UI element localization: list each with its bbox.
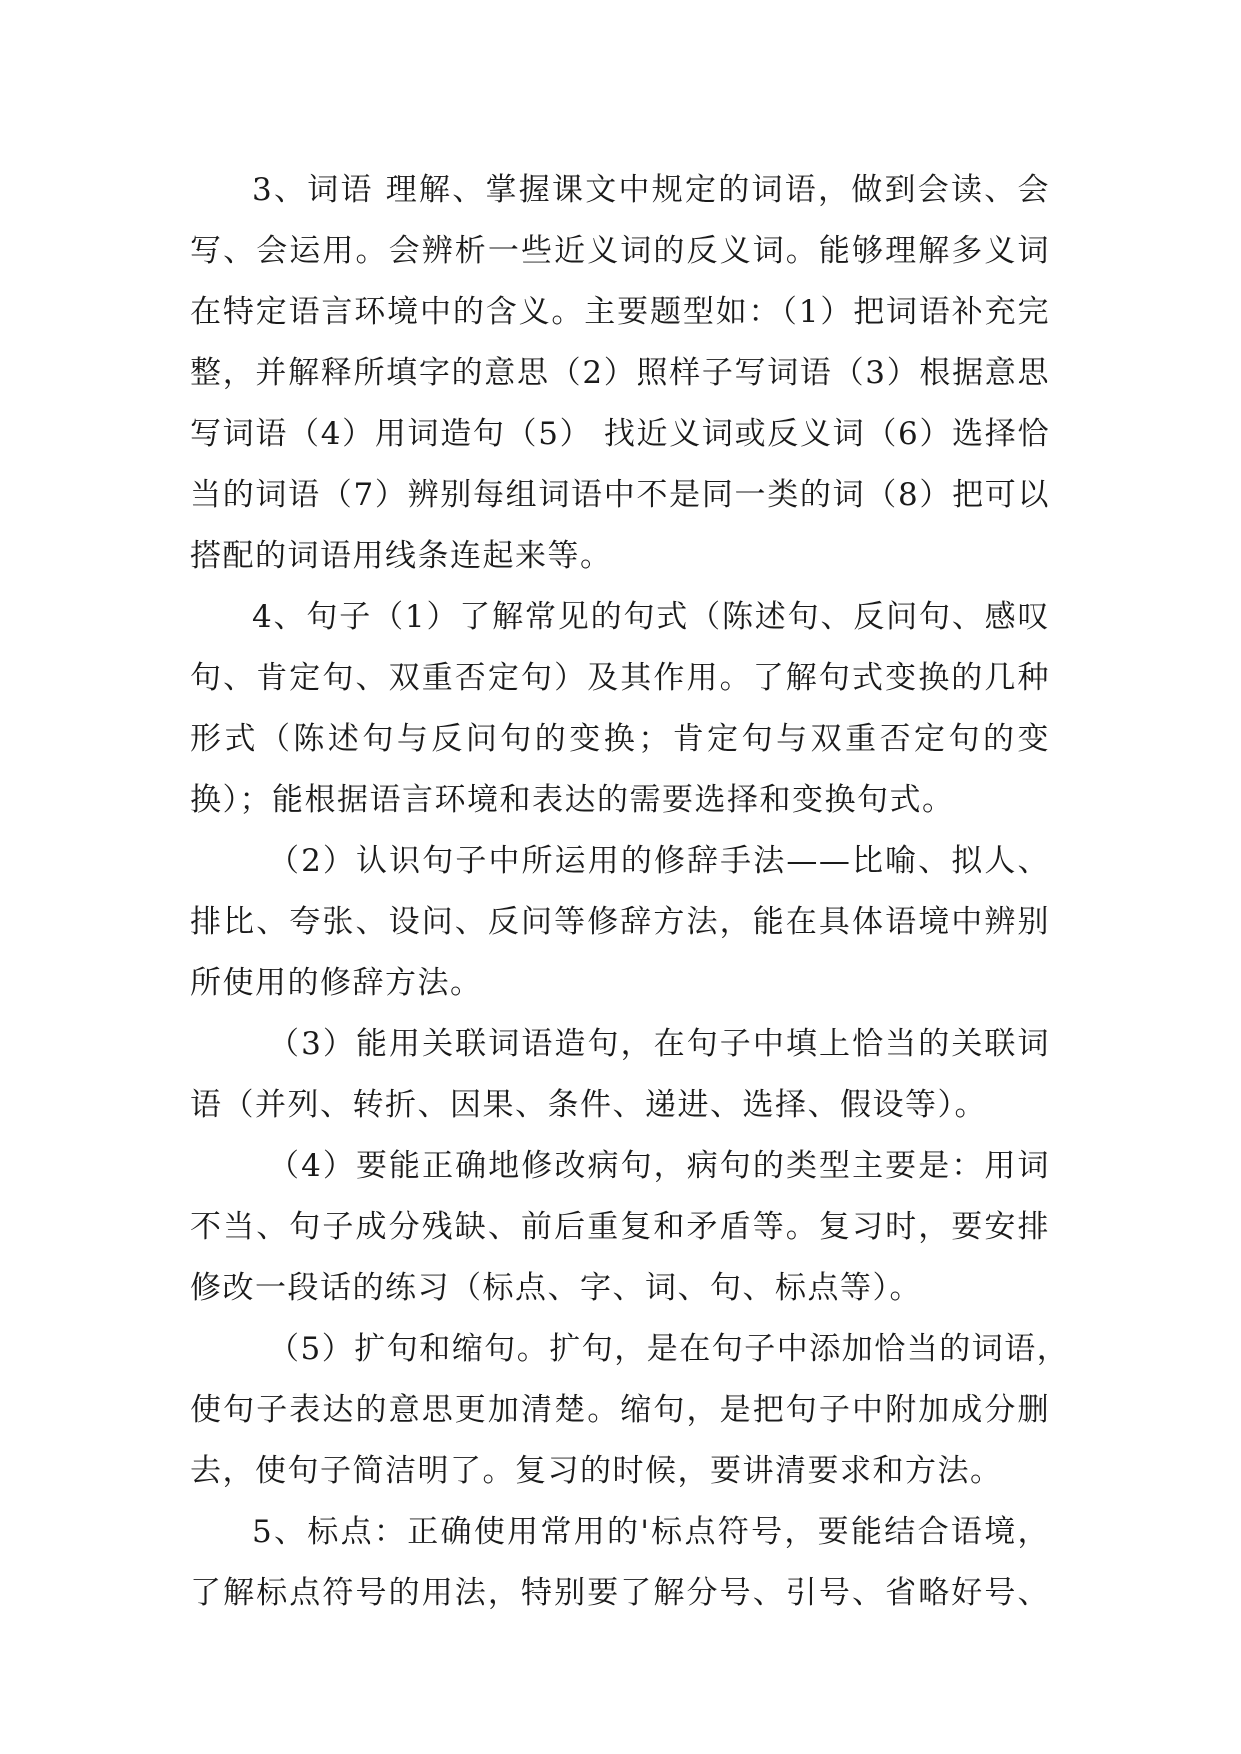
text-line: 3、词语 理解、掌握课文中规定的词语，做到会读、会 xyxy=(252,172,1050,208)
text-line: 形式（陈述句与反问句的变换；肯定句与双重否定句的变 xyxy=(190,721,1050,757)
text-line: （4）要能正确地修改病句，病句的类型主要是：用词 xyxy=(268,1148,1050,1184)
text-line: （5）扩句和缩句。扩句，是在句子中添加恰当的词语， xyxy=(268,1331,1070,1367)
text-line: 4、句子（1）了解常见的句式（陈述句、反问句、感叹 xyxy=(252,599,1050,635)
text-line: （2）认识句子中所运用的修辞手法——比喻、拟人、 xyxy=(268,843,1050,879)
text-line: 整，并解释所填字的意思（2）照样子写词语（3）根据意思 xyxy=(190,355,1050,391)
paragraph-connectives xyxy=(190,1014,1050,1136)
text-line: 在特定语言环境中的含义。主要题型如：（1）把词语补充完 xyxy=(190,294,1050,330)
text-line: 语（并列、转折、因果、条件、递进、选择、假设等）。 xyxy=(190,1087,987,1123)
paragraph-rhetoric xyxy=(190,831,1050,1014)
text-line: （3）能用关联词语造句，在句子中填上恰当的关联词 xyxy=(268,1026,1050,1062)
text-line: 5、标点：正确使用常用的'标点符号，要能结合语境， xyxy=(252,1514,1050,1550)
text-line: 不当、句子成分残缺、前后重复和矛盾等。复习时，要安排 xyxy=(190,1209,1050,1245)
text-line: 写词语（4）用词造句（5） 找近义词或反义词（6）选择恰 xyxy=(190,416,1050,452)
text-line: 使句子表达的意思更加清楚。缩句，是把句子中附加成分删 xyxy=(190,1392,1050,1428)
paragraph-sentences xyxy=(190,587,1050,831)
text-line: 写、会运用。会辨析一些近义词的反义词。能够理解多义词 xyxy=(190,233,1050,269)
paragraph-words xyxy=(190,160,1050,587)
text-line: 去，使句子简洁明了。复习的时候，要讲清要求和方法。 xyxy=(190,1453,1003,1489)
text-line: 排比、夸张、设问、反问等修辞方法，能在具体语境中辨别 xyxy=(190,904,1050,940)
text-line: 所使用的修辞方法。 xyxy=(190,965,483,1001)
text-line: 修改一段话的练习（标点、字、词、句、标点等）。 xyxy=(190,1270,922,1306)
paragraph-sick-sentences xyxy=(190,1136,1050,1319)
text-line: 句、肯定句、双重否定句）及其作用。了解句式变换的几种 xyxy=(190,660,1050,696)
text-line: 搭配的词语用线条连起来等。 xyxy=(190,538,613,574)
paragraph-punctuation xyxy=(190,1502,1050,1624)
document-body xyxy=(190,160,1070,1624)
paragraph-expand-shrink xyxy=(190,1319,1070,1502)
text-line: 了解标点符号的用法，特别要了解分号、引号、省略好号、 xyxy=(190,1575,1050,1611)
text-line: 当的词语（7）辨别每组词语中不是同一类的词（8）把可以 xyxy=(190,477,1050,513)
text-line: 换）；能根据语言环境和表达的需要选择和变换句式。 xyxy=(190,782,955,818)
